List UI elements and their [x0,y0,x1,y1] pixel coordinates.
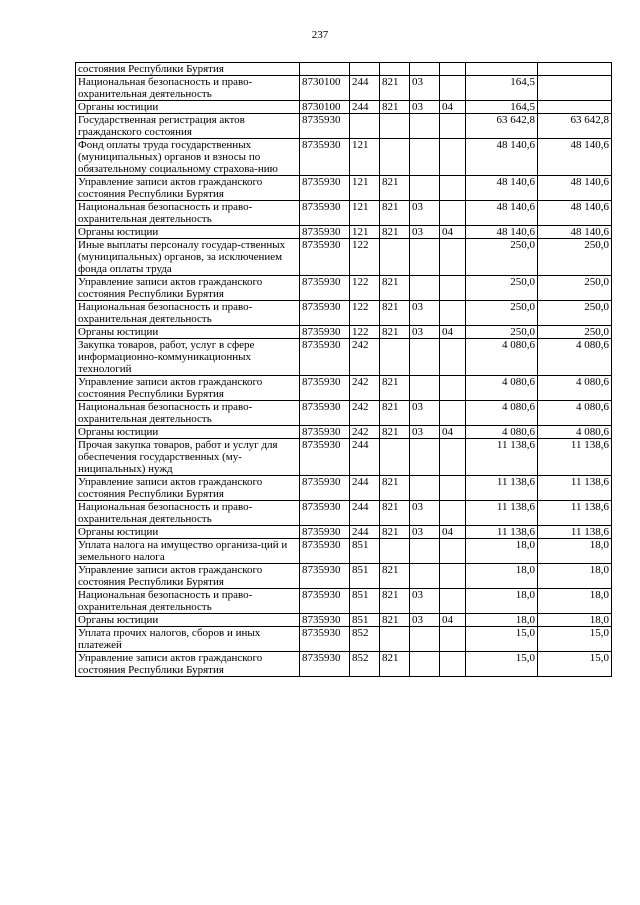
cell-section [410,139,440,176]
cell-amount-second: 48 140,6 [538,176,612,201]
cell-amount-second: 250,0 [538,276,612,301]
cell-amount-second: 250,0 [538,239,612,276]
cell-amount: 48 140,6 [466,201,538,226]
cell-administrator: 821 [380,426,410,439]
cell-target-article: 8735930 [300,476,350,501]
table-row [76,539,612,564]
cell-expense-type: 851 [350,614,380,627]
cell-subsection: 04 [440,101,466,114]
cell-section [410,627,440,652]
cell-expense-type [350,63,380,76]
cell-expense-type: 121 [350,139,380,176]
table-row [76,401,612,426]
cell-name: Управление записи актов гражданского состояния Республики Бурятия [76,376,300,401]
cell-target-article: 8730100 [300,101,350,114]
cell-amount-second: 18,0 [538,564,612,589]
cell-amount: 18,0 [466,564,538,589]
cell-section [410,239,440,276]
cell-administrator [380,63,410,76]
cell-section: 03 [410,614,440,627]
cell-expense-type: 244 [350,501,380,526]
table-body [76,63,612,677]
cell-section: 03 [410,201,440,226]
cell-amount-second: 11 138,6 [538,501,612,526]
cell-subsection [440,652,466,677]
cell-section [410,439,440,476]
cell-subsection [440,439,466,476]
cell-subsection: 04 [440,614,466,627]
cell-amount-second: 250,0 [538,326,612,339]
cell-section [410,539,440,564]
table-row [76,339,612,376]
table-row [76,226,612,239]
cell-section [410,176,440,201]
table-row [76,301,612,326]
cell-expense-type: 121 [350,226,380,239]
cell-name: Уплата прочих налогов, сборов и иных платежей [76,627,300,652]
cell-expense-type: 244 [350,439,380,476]
cell-section [410,339,440,376]
table-row [76,439,612,476]
cell-name: Органы юстиции [76,326,300,339]
table-row [76,501,612,526]
page-number: 237 [311,29,329,41]
cell-administrator: 821 [380,376,410,401]
cell-name: Органы юстиции [76,226,300,239]
cell-amount: 15,0 [466,652,538,677]
cell-amount-second: 4 080,6 [538,376,612,401]
table-row [76,201,612,226]
cell-amount: 18,0 [466,589,538,614]
table-row [76,63,612,76]
table-row [76,376,612,401]
cell-amount: 15,0 [466,627,538,652]
cell-name: Управление записи актов гражданского состояния Республики Бурятия [76,564,300,589]
cell-name: Управление записи актов гражданского состояния Республики Бурятия [76,652,300,677]
cell-administrator: 821 [380,526,410,539]
cell-amount-second: 4 080,6 [538,339,612,376]
cell-expense-type: 244 [350,101,380,114]
cell-target-article: 8735930 [300,426,350,439]
cell-administrator: 821 [380,276,410,301]
cell-amount: 250,0 [466,301,538,326]
cell-section [410,476,440,501]
cell-name: Управление записи актов гражданского состояния Республики Бурятия [76,476,300,501]
cell-amount: 250,0 [466,239,538,276]
cell-subsection [440,63,466,76]
cell-section: 03 [410,101,440,114]
cell-amount [466,63,538,76]
cell-target-article: 8735930 [300,401,350,426]
cell-amount: 4 080,6 [466,426,538,439]
table-row [76,139,612,176]
cell-expense-type: 122 [350,301,380,326]
cell-name: Органы юстиции [76,614,300,627]
cell-section: 03 [410,326,440,339]
cell-administrator: 821 [380,176,410,201]
cell-administrator [380,539,410,564]
cell-amount: 48 140,6 [466,176,538,201]
cell-amount-second: 15,0 [538,652,612,677]
cell-subsection: 04 [440,326,466,339]
cell-amount: 250,0 [466,276,538,301]
cell-amount-second: 18,0 [538,589,612,614]
cell-administrator: 821 [380,614,410,627]
cell-subsection [440,339,466,376]
cell-amount: 4 080,6 [466,339,538,376]
cell-amount: 11 138,6 [466,476,538,501]
cell-name: Национальная безопасность и право-охранительная деятельность [76,201,300,226]
cell-subsection: 04 [440,526,466,539]
cell-name: Национальная безопасность и право-охранительная деятельность [76,589,300,614]
table-row [76,652,612,677]
cell-target-article: 8735930 [300,139,350,176]
cell-subsection [440,539,466,564]
table-row [76,589,612,614]
cell-administrator [380,239,410,276]
cell-target-article: 8735930 [300,301,350,326]
cell-administrator [380,339,410,376]
cell-target-article: 8735930 [300,176,350,201]
cell-expense-type: 852 [350,627,380,652]
cell-administrator: 821 [380,589,410,614]
cell-subsection: 04 [440,426,466,439]
cell-expense-type: 122 [350,276,380,301]
cell-target-article: 8735930 [300,439,350,476]
cell-expense-type: 851 [350,589,380,614]
cell-administrator: 821 [380,476,410,501]
cell-subsection [440,476,466,501]
cell-amount-second: 11 138,6 [538,476,612,501]
cell-amount: 48 140,6 [466,139,538,176]
cell-name: Органы юстиции [76,526,300,539]
cell-amount-second: 11 138,6 [538,439,612,476]
cell-name: состояния Республики Бурятия [76,63,300,76]
table-row [76,426,612,439]
cell-administrator: 821 [380,326,410,339]
cell-name: Национальная безопасность и право-охранительная деятельность [76,76,300,101]
cell-amount-second: 18,0 [538,614,612,627]
cell-target-article: 8730100 [300,76,350,101]
cell-target-article: 8735930 [300,276,350,301]
cell-subsection [440,376,466,401]
cell-subsection [440,276,466,301]
cell-administrator: 821 [380,401,410,426]
cell-amount-second: 48 140,6 [538,226,612,239]
cell-subsection [440,301,466,326]
cell-amount: 18,0 [466,614,538,627]
cell-expense-type: 242 [350,426,380,439]
cell-expense-type: 244 [350,76,380,101]
cell-name: Иные выплаты персоналу государ-ственных (муниципальных) органов, за исключением фонда оплаты труда [76,239,300,276]
cell-amount: 4 080,6 [466,376,538,401]
table-row [76,176,612,201]
cell-subsection [440,589,466,614]
cell-section [410,63,440,76]
cell-expense-type: 851 [350,539,380,564]
cell-amount: 11 138,6 [466,439,538,476]
cell-subsection [440,76,466,101]
cell-target-article: 8735930 [300,226,350,239]
cell-subsection [440,176,466,201]
cell-amount-second: 4 080,6 [538,426,612,439]
cell-subsection [440,201,466,226]
cell-section: 03 [410,301,440,326]
cell-subsection [440,501,466,526]
cell-amount: 48 140,6 [466,226,538,239]
cell-expense-type: 242 [350,339,380,376]
cell-expense-type: 244 [350,476,380,501]
cell-section [410,114,440,139]
cell-target-article: 8735930 [300,239,350,276]
cell-administrator [380,439,410,476]
table-row [76,564,612,589]
table-row [76,614,612,627]
cell-section [410,652,440,677]
cell-amount: 11 138,6 [466,526,538,539]
cell-amount-second: 63 642,8 [538,114,612,139]
cell-section [410,276,440,301]
cell-administrator [380,139,410,176]
cell-amount-second: 48 140,6 [538,201,612,226]
cell-administrator: 821 [380,101,410,114]
cell-amount-second: 48 140,6 [538,139,612,176]
cell-expense-type: 851 [350,564,380,589]
cell-section: 03 [410,501,440,526]
cell-administrator: 821 [380,564,410,589]
cell-administrator: 821 [380,652,410,677]
table-row [76,276,612,301]
cell-target-article: 8735930 [300,539,350,564]
cell-target-article: 8735930 [300,201,350,226]
table-row [76,239,612,276]
cell-target-article [300,63,350,76]
cell-amount-second [538,101,612,114]
cell-section: 03 [410,226,440,239]
cell-subsection [440,401,466,426]
table-row [76,627,612,652]
cell-name: Государственная регистрация актов гражданского состояния [76,114,300,139]
cell-name: Органы юстиции [76,426,300,439]
cell-section [410,376,440,401]
cell-section: 03 [410,401,440,426]
cell-amount-second [538,76,612,101]
cell-name: Национальная безопасность и право-охранительная деятельность [76,301,300,326]
cell-administrator: 821 [380,501,410,526]
cell-expense-type: 122 [350,326,380,339]
cell-target-article: 8735930 [300,326,350,339]
cell-subsection [440,239,466,276]
cell-subsection [440,139,466,176]
cell-expense-type: 122 [350,239,380,276]
cell-expense-type [350,114,380,139]
cell-amount: 11 138,6 [466,501,538,526]
table-row [76,101,612,114]
cell-amount-second [538,63,612,76]
cell-name: Национальная безопасность и право-охранительная деятельность [76,501,300,526]
cell-name: Прочая закупка товаров, работ и услуг для обеспечения государственных (му-ниципальных) нужд [76,439,300,476]
cell-name: Органы юстиции [76,101,300,114]
cell-administrator: 821 [380,201,410,226]
cell-target-article: 8735930 [300,376,350,401]
cell-target-article: 8735930 [300,614,350,627]
cell-amount-second: 250,0 [538,301,612,326]
cell-administrator: 821 [380,301,410,326]
cell-name: Управление записи актов гражданского состояния Республики Бурятия [76,276,300,301]
cell-amount-second: 18,0 [538,539,612,564]
cell-name: Национальная безопасность и право-охранительная деятельность [76,401,300,426]
cell-expense-type: 121 [350,201,380,226]
cell-amount: 250,0 [466,326,538,339]
cell-expense-type: 244 [350,526,380,539]
cell-administrator: 821 [380,226,410,239]
cell-target-article: 8735930 [300,652,350,677]
cell-target-article: 8735930 [300,526,350,539]
table-row [76,114,612,139]
cell-subsection [440,627,466,652]
cell-subsection [440,114,466,139]
cell-expense-type: 852 [350,652,380,677]
cell-subsection [440,564,466,589]
cell-target-article: 8735930 [300,589,350,614]
cell-expense-type: 121 [350,176,380,201]
cell-name: Фонд оплаты труда государственных (муниципальных) органов и взносы по обязательному социальному страхова-нию [76,139,300,176]
cell-amount: 164,5 [466,101,538,114]
cell-administrator [380,114,410,139]
cell-administrator [380,627,410,652]
table-row [76,326,612,339]
cell-section: 03 [410,526,440,539]
cell-target-article: 8735930 [300,564,350,589]
cell-expense-type: 242 [350,401,380,426]
cell-target-article: 8735930 [300,501,350,526]
cell-amount-second: 15,0 [538,627,612,652]
table-row [76,76,612,101]
budget-table [75,62,612,677]
table-row [76,476,612,501]
cell-name: Управление записи актов гражданского состояния Республики Бурятия [76,176,300,201]
cell-section: 03 [410,76,440,101]
cell-amount: 164,5 [466,76,538,101]
cell-administrator: 821 [380,76,410,101]
cell-subsection: 04 [440,226,466,239]
cell-amount: 63 642,8 [466,114,538,139]
cell-target-article: 8735930 [300,114,350,139]
cell-target-article: 8735930 [300,339,350,376]
cell-amount-second: 4 080,6 [538,401,612,426]
cell-section: 03 [410,589,440,614]
table-row [76,526,612,539]
cell-amount-second: 11 138,6 [538,526,612,539]
cell-name: Уплата налога на имущество организа-ций и земельного налога [76,539,300,564]
cell-expense-type: 242 [350,376,380,401]
cell-section: 03 [410,426,440,439]
cell-amount: 4 080,6 [466,401,538,426]
cell-name: Закупка товаров, работ, услуг в сфере информационно-коммуникационных технологий [76,339,300,376]
cell-section [410,564,440,589]
cell-target-article: 8735930 [300,627,350,652]
cell-amount: 18,0 [466,539,538,564]
